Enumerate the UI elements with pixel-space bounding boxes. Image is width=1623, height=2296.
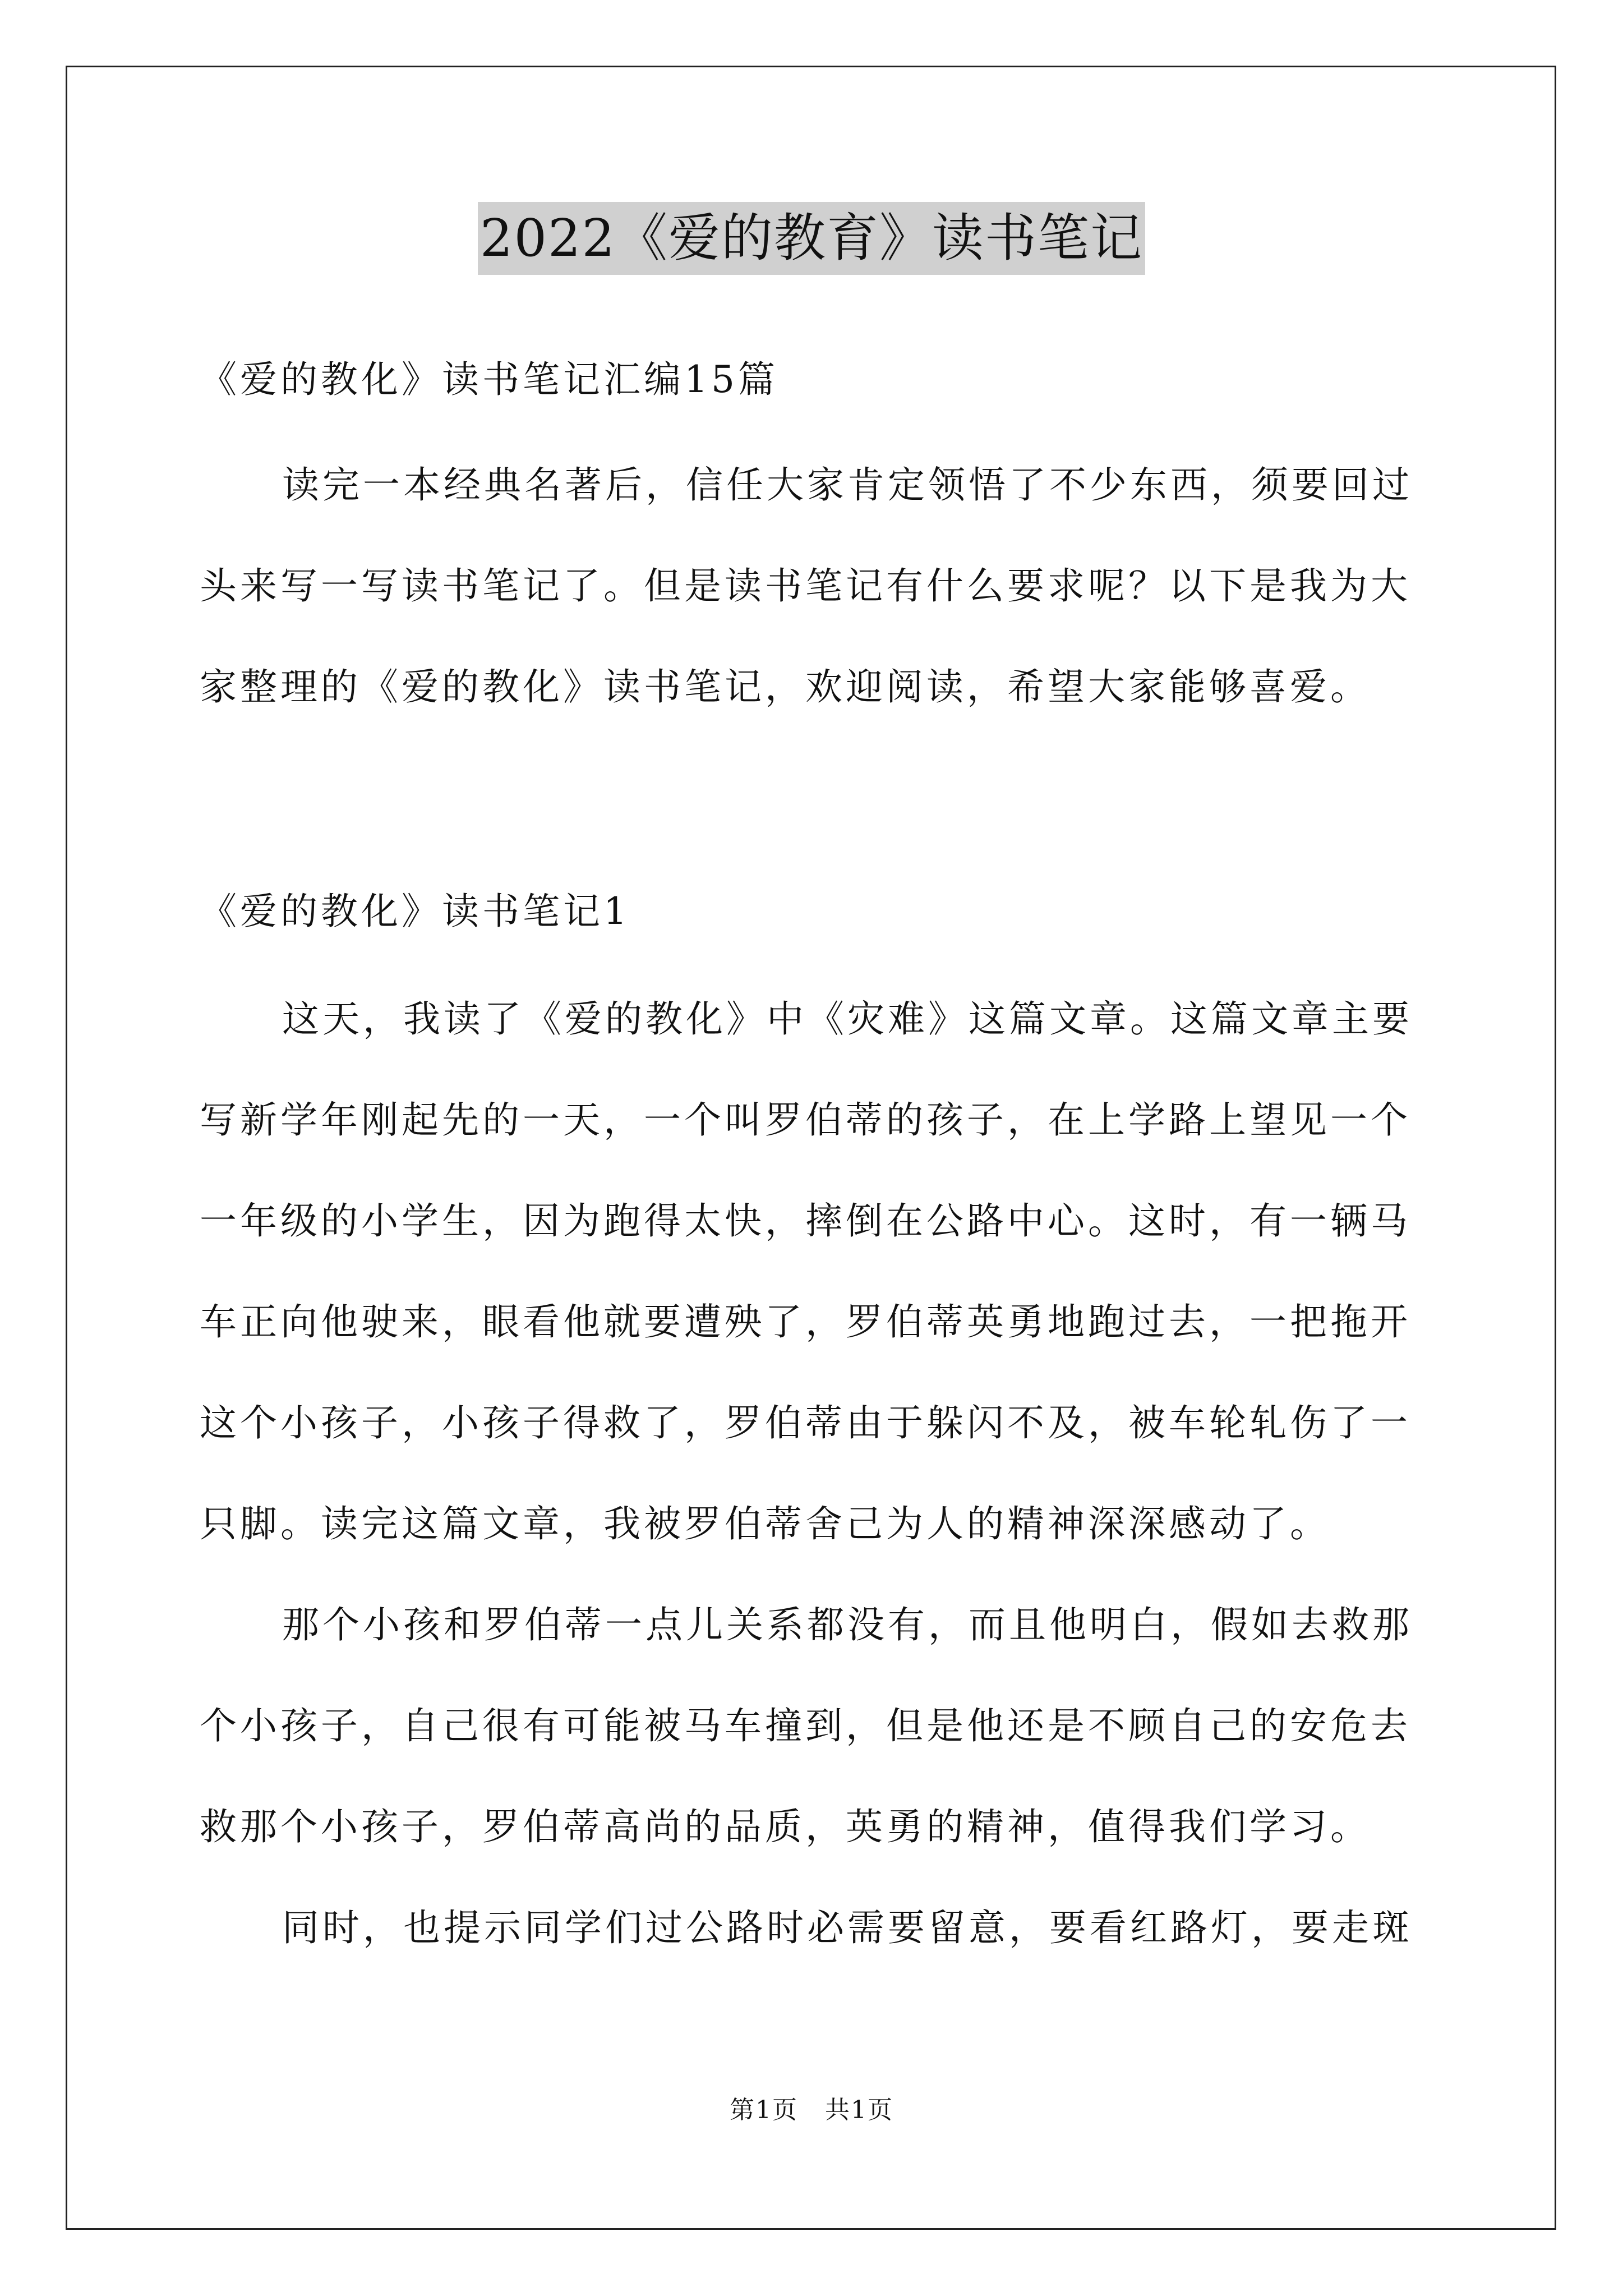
- page-footer: [0, 2093, 1623, 2127]
- document-subtitle: 《爱的教化》读书笔记汇编15篇: [200, 358, 778, 401]
- paragraph1-line: 写新学年刚起先的一天，一个叫罗伯蒂的孩子，在上学路上望见一个: [200, 1098, 1411, 1142]
- paragraph1-line: 只脚。读完这篇文章，我被罗伯蒂舍己为人的精神深深感动了。: [200, 1502, 1330, 1545]
- intro-line: 家整理的《爱的教化》读书笔记，欢迎阅读，希望大家能够喜爱。: [200, 665, 1371, 708]
- paragraph2-line: 救那个小孩子，罗伯蒂高尚的品质，英勇的精神，值得我们学习。: [200, 1805, 1371, 1848]
- paragraph1-line: 这个小孩子，小孩子得救了，罗伯蒂由于躲闪不及，被车轮轧伤了一: [200, 1401, 1411, 1444]
- intro-line: 读完一本经典名著后，信任大家肯定领悟了不少东西，须要回过: [282, 463, 1413, 507]
- page-number: 第1页: [730, 2096, 798, 2124]
- section-heading: 《爱的教化》读书笔记1: [200, 890, 630, 933]
- paragraph2-line: 个小孩子，自己很有可能被马车撞到，但是他还是不顾自己的安危去: [200, 1704, 1411, 1747]
- document-title: 2022《爱的教育》读书笔记: [478, 202, 1145, 275]
- paragraph2-line: 那个小孩和罗伯蒂一点儿关系都没有，而且他明白，假如去救那: [282, 1603, 1413, 1646]
- title-container: [0, 202, 1623, 275]
- paragraph3-line: 同时，也提示同学们过公路时必需要留意，要看红路灯，要走斑: [282, 1906, 1413, 1949]
- page-total: 共1页: [825, 2096, 893, 2124]
- paragraph1-line: 这天，我读了《爱的教化》中《灾难》这篇文章。这篇文章主要: [282, 997, 1413, 1041]
- intro-line: 头来写一写读书笔记了。但是读书笔记有什么要求呢？以下是我为大: [200, 564, 1411, 608]
- paragraph1-line: 车正向他驶来，眼看他就要遭殃了，罗伯蒂英勇地跑过去，一把拖开: [200, 1300, 1411, 1343]
- paragraph1-line: 一年级的小学生，因为跑得太快，摔倒在公路中心。这时，有一辆马: [200, 1199, 1411, 1243]
